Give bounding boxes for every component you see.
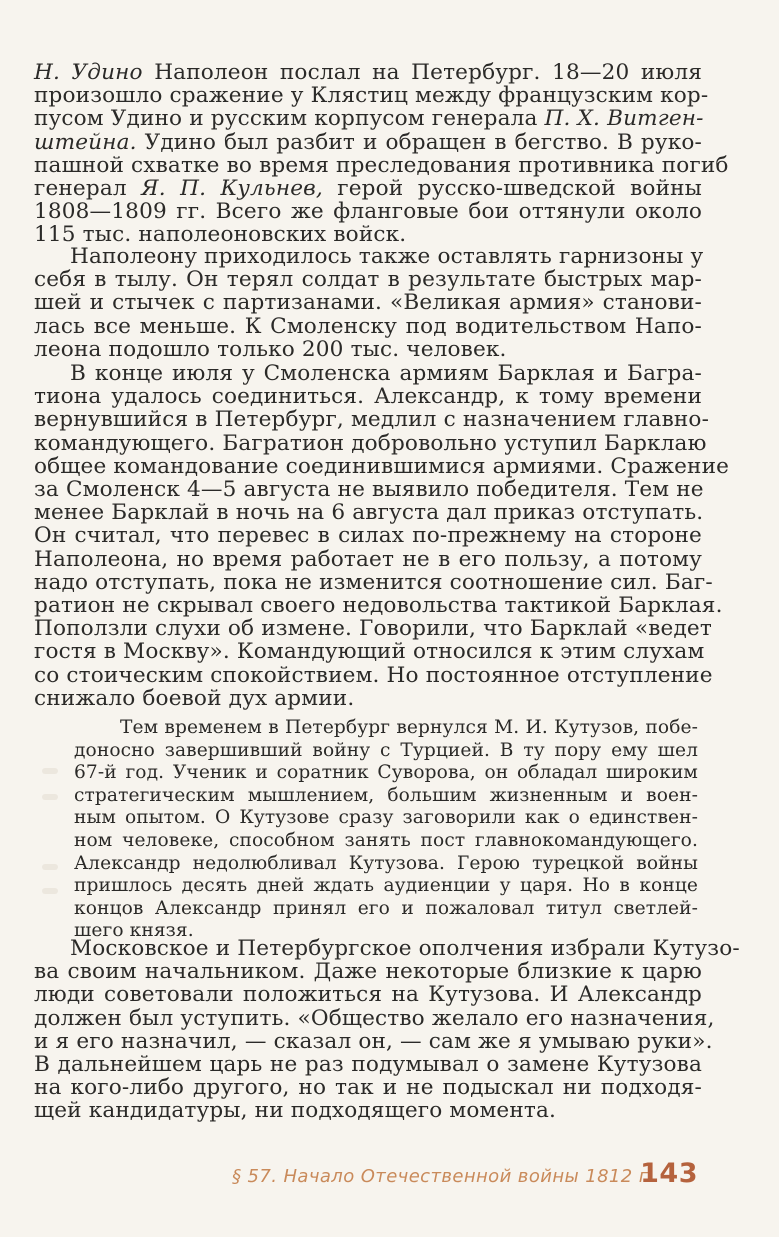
paragraph-smolensk bbox=[34, 361, 730, 711]
text-line: Наполеону приходилось также оставлять гарнизоны у bbox=[70, 244, 704, 269]
section-title: § 57. Начало Отечественной войны 1812 г. bbox=[232, 1166, 655, 1187]
text-line: лась все меньше. К Смоленску под водительством Напо- bbox=[34, 313, 702, 339]
text-line: командующего. Багратион добровольно уступил Барклаю bbox=[34, 430, 707, 456]
text-line: 67-й год. Ученик и соратник Суворова, он обладал широким bbox=[74, 762, 698, 784]
margin-mark bbox=[42, 864, 58, 870]
page-footer bbox=[232, 1158, 698, 1192]
text-line: себя в тылу. Он терял солдат в результате быстрых мар- bbox=[34, 267, 702, 293]
text-line: Поползли слухи об измене. Говорили, что Барклай «ведет bbox=[34, 616, 712, 642]
text-line: стратегическим мышлением, большим жизненным и воен- bbox=[74, 784, 698, 806]
text-line: В дальнейшем царь не раз подумывал о замене Кутузова bbox=[34, 1052, 702, 1078]
text-line: тиона удалось соединиться. Александр, к тому времени bbox=[34, 384, 702, 410]
margin-mark bbox=[42, 794, 58, 800]
text-line: В конце июля у Смоленска армиям Барклая и Багра- bbox=[70, 361, 702, 386]
text-line: должен был уступить. «Общество желало его назначения, bbox=[34, 1005, 715, 1031]
text-line: и я его назначил, — сказал он, — сам же я умываю руки». bbox=[34, 1028, 713, 1054]
person-name: П. Х. Витген- bbox=[544, 106, 704, 132]
text-line: произошло сражение у Клястиц между французским кор- bbox=[34, 83, 709, 109]
text-line: ном человеке, способном занять пост главнокомандующего. bbox=[74, 829, 698, 851]
paragraph-garrisons bbox=[34, 245, 702, 361]
margin-marks bbox=[38, 760, 64, 910]
text-line: Наполеона, но время работает не в его пользу, а потому bbox=[34, 546, 702, 572]
text-line: снижало боевой дух армии. bbox=[34, 685, 355, 711]
text-line: шей и стычек с партизанами. «Великая армия» станови- bbox=[34, 290, 702, 316]
text-line: менее Барклай в ночь на 6 августа дал приказ отступать. bbox=[34, 500, 704, 526]
text-line: пусом Удино и русским корпусом генерала П. Х. Витген- bbox=[34, 106, 704, 132]
person-name: Н. Удино bbox=[34, 60, 143, 85]
paragraph-udino bbox=[34, 60, 729, 248]
text-line: ва своим начальником. Даже некоторые близкие к царю bbox=[34, 959, 702, 985]
text-line: на кого-либо другого, но так и не подыскал ни подходя- bbox=[34, 1075, 702, 1101]
text-line: ным опытом. О Кутузове сразу заговорили как о единствен- bbox=[74, 807, 698, 829]
text-line: за Смоленск 4—5 августа не выявило победителя. Тем не bbox=[34, 477, 704, 503]
text-line: вернувшийся в Петербург, медлил с назначением главно- bbox=[34, 407, 710, 433]
text-line: доносно завершивший войну с Турцией. В ту пору ему шел bbox=[74, 739, 698, 761]
text-line: генерал Я. П. Кульнев, герой русско-шведской войны bbox=[34, 176, 703, 202]
text-line: Московское и Петербургское ополчения избрали Кутузо- bbox=[70, 936, 740, 961]
text-line: гостя в Москву». Командующий относился к этим слухам bbox=[34, 639, 705, 665]
text-line: надо отступать, пока не изменится соотношение сил. Баг- bbox=[34, 569, 713, 595]
text-line: пашной схватке во время преследования противника погиб bbox=[34, 152, 729, 178]
text-line: леона подошло только 200 тыс. человек. bbox=[34, 336, 507, 362]
margin-mark bbox=[42, 768, 58, 774]
person-name: штейна. bbox=[34, 129, 137, 155]
text-line: Тем временем в Петербург вернулся М. И. Кутузов, побе- bbox=[120, 717, 698, 738]
text-line: щей кандидатуры, ни подходящего момента. bbox=[34, 1098, 557, 1124]
text-line: люди советовали положиться на Кутузова. И Александр bbox=[34, 982, 702, 1008]
text-line: Александр недолюбливал Кутузова. Герою турецкой войны bbox=[74, 852, 698, 874]
text-line: Н. Удино Наполеон послал на Петербург. 18—20 июля bbox=[34, 60, 702, 85]
text-line: 1808—1809 гг. Всего же фланговые бои оттянули около bbox=[34, 199, 702, 225]
text-line: Он считал, что перевес в силах по-прежнему на стороне bbox=[34, 523, 702, 549]
text-line: 115 тыс. наполеоновских войск. bbox=[34, 222, 407, 248]
margin-mark bbox=[42, 888, 58, 894]
paragraph-militia bbox=[34, 936, 740, 1124]
page-number: 143 bbox=[640, 1158, 698, 1189]
text-line: общее командование соединившимися армиями. Сражение bbox=[34, 453, 730, 479]
text-line: шего князя. bbox=[74, 920, 194, 942]
aside-kutuzov bbox=[74, 717, 698, 943]
text-line: ратион не скрывал своего недовольства тактикой Барклая. bbox=[34, 593, 723, 619]
text-line: штейна. Удино был разбит и обращен в бегство. В руко- bbox=[34, 129, 702, 155]
person-name: Я. П. Кульнев, bbox=[141, 176, 323, 202]
text-line: пришлось десять дней ждать аудиенции у царя. Но в конце bbox=[74, 875, 698, 897]
text-line: концов Александр принял его и пожаловал титул светлей- bbox=[74, 897, 698, 919]
text-line: со стоическим спокойствием. Но постоянное отступление bbox=[34, 662, 713, 688]
